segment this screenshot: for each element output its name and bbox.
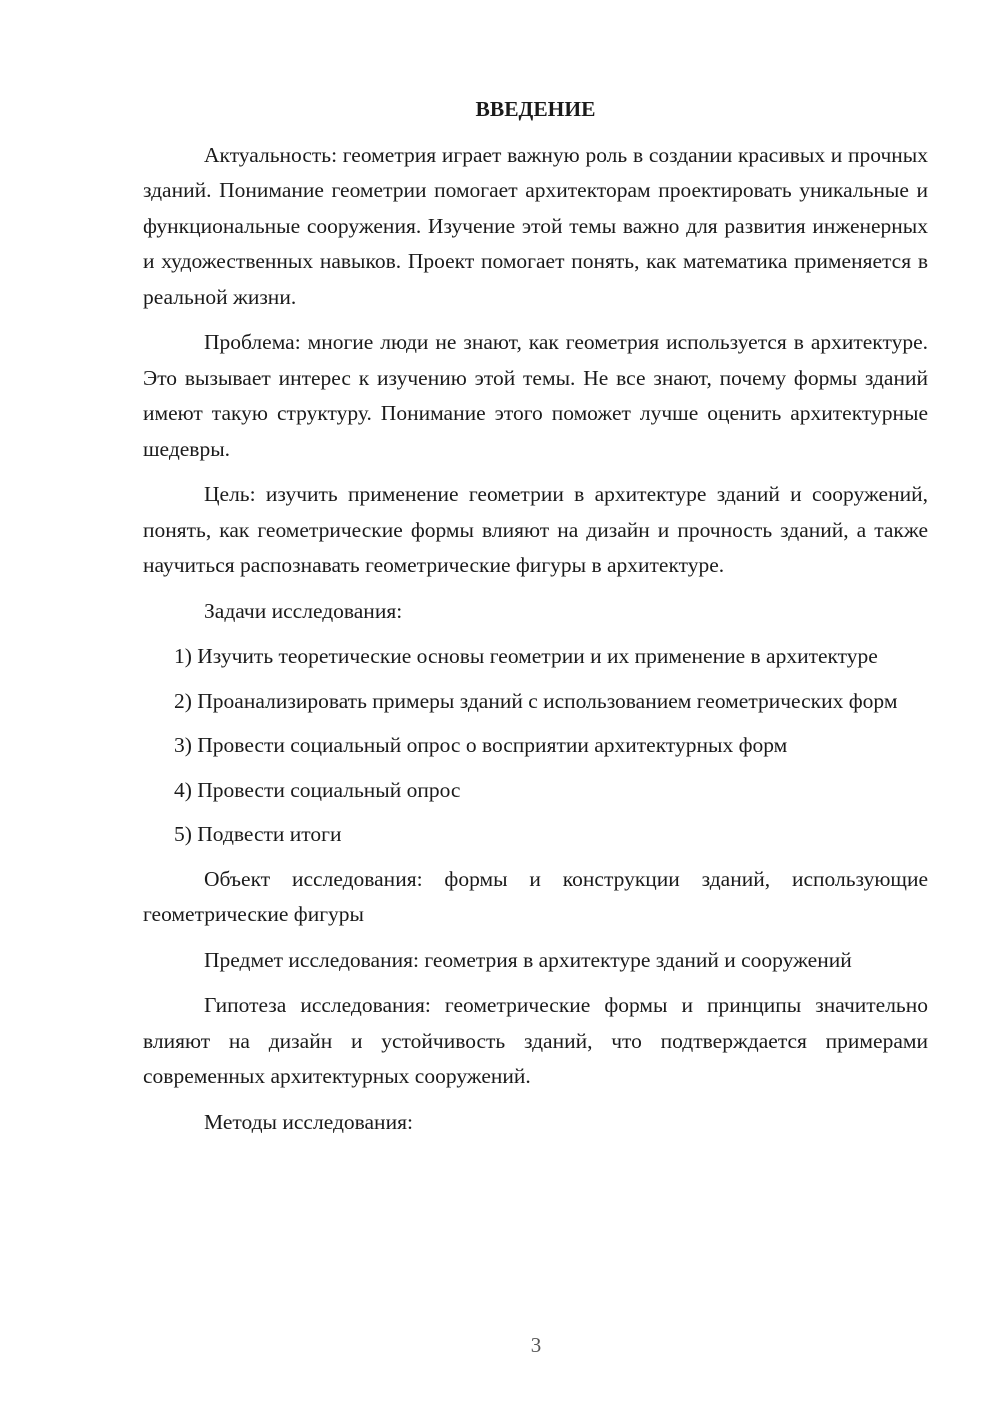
hypothesis-paragraph: Гипотеза исследования: геометрические формы и принципы значительно влияют на дизайн и устойчивость зданий, что подтверждается примерами современных архитектурных сооружений. [143, 993, 928, 1088]
page-number: 3 [530, 1333, 542, 1357]
page-title: ВВЕДЕНИЕ [475, 97, 596, 121]
task-item-1: 1) Изучить теоретические основы геометрии и их применение в архитектуре [174, 644, 878, 668]
methods-heading: Методы исследования: [204, 1109, 413, 1134]
document-page [143, 92, 928, 1150]
task-item-2: 2) Проанализировать примеры зданий с использованием геометрических форм [174, 688, 898, 713]
problem-paragraph: Проблема: многие люди не знают, как геометрия используется в архитектуре. Это вызывает интерес к изучению этой темы. Не все знают, почему формы зданий имеют такую структуру. Понимание этого поможет лучше оценить архитектурные шедевры. [143, 330, 928, 461]
object-paragraph: Объект исследования: формы и конструкции зданий, использующие геометрические фигуры [143, 866, 928, 926]
goal-paragraph: Цель: изучить применение геометрии в архитектуре зданий и сооружений, понять, как геометрические формы влияют на дизайн и прочность зданий, а также научиться распознавать геометрические фигуры в архитектуре. [143, 482, 928, 577]
relevance-paragraph: Актуальность: геометрия играет важную роль в создании красивых и прочных зданий. Понимание геометрии помогает архитекторам проектировать уникальные и функциональные сооружения. Изучение этой темы важно для развития инженерных и художественных навыков. Проект помогает понять, как математика применяется в реальной жизни. [143, 142, 928, 309]
task-item-5: 5) Подвести итоги [174, 822, 342, 846]
task-item-3: 3) Провести социальный опрос о восприятии архитектурных форм [174, 733, 788, 757]
task-item-4: 4) Провести социальный опрос [174, 777, 461, 802]
subject-paragraph: Предмет исследования: геометрия в архитектуре зданий и сооружений [204, 947, 852, 972]
tasks-heading: Задачи исследования: [204, 598, 403, 623]
